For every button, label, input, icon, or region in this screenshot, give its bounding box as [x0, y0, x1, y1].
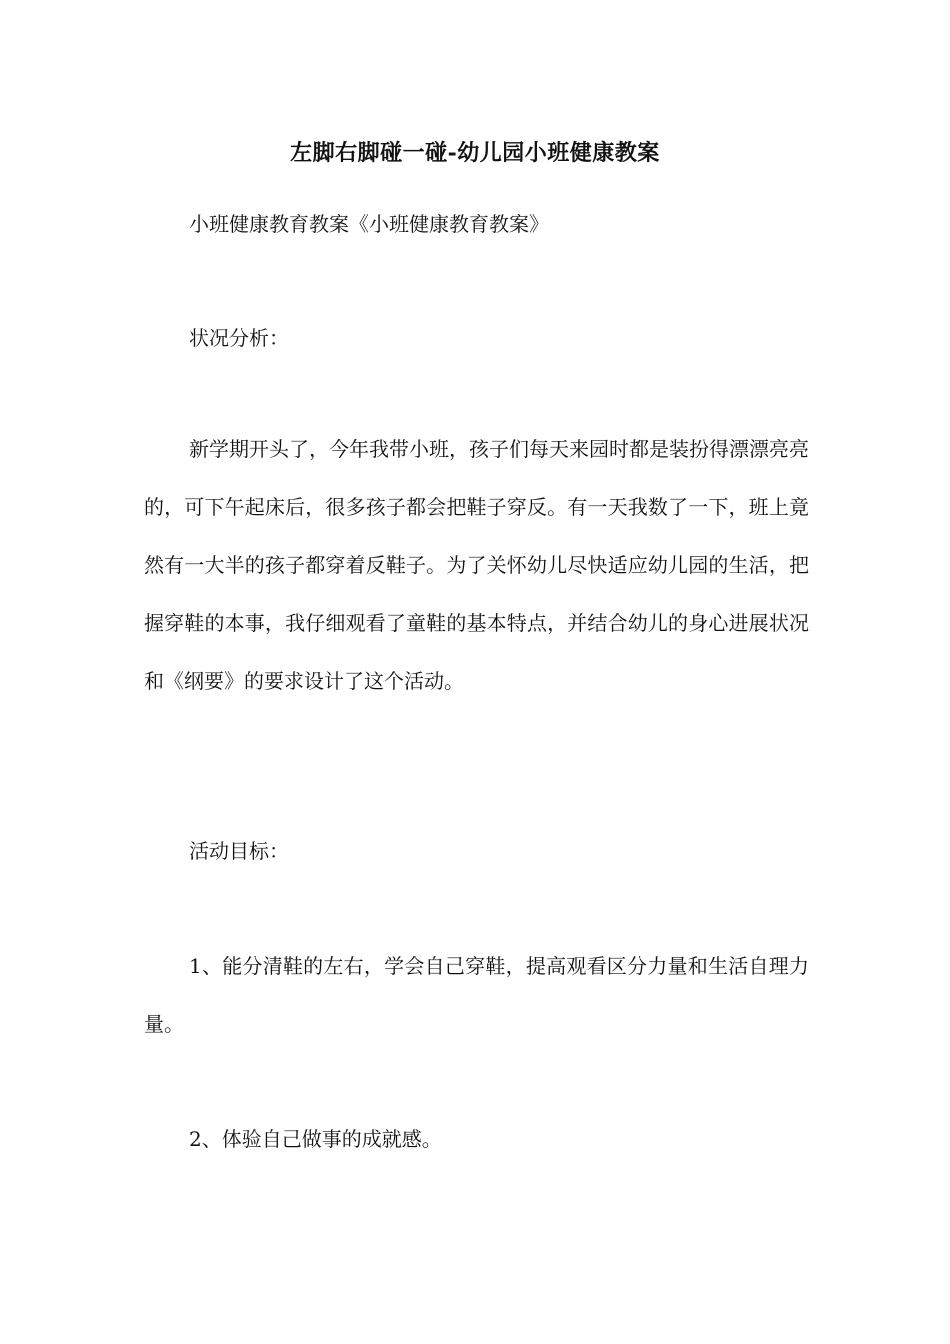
goal-item-1: 1、能分清鞋的左右，学会自己穿鞋，提高观看区分力量和生活自理力量。: [144, 954, 809, 1036]
section-heading-situation: 状况分析：: [189, 326, 289, 350]
goal-item-2: 2、体验自己做事的成就感。: [189, 1127, 442, 1151]
document-title: 左脚右脚碰一碰-幼儿园小班健康教案: [290, 140, 660, 166]
document-subtitle: 小班健康教育教案《小班健康教育教案》: [189, 212, 549, 236]
section-heading-goals: 活动目标：: [189, 839, 289, 863]
situation-paragraph: 新学期开头了，今年我带小班，孩子们每天来园时都是装扮得漂漂亮亮的，可下午起床后，很多孩子都会把鞋子穿反。有一天我数了一下，班上竟然有一大半的孩子都穿着反鞋子。为了关怀幼儿尽快适应幼儿园的生活，把握穿鞋的本事，我仔细观看了童鞋的基本特点，并结合幼儿的身心进展状况和《纲要》的要求设计了这个活动。: [144, 437, 809, 693]
